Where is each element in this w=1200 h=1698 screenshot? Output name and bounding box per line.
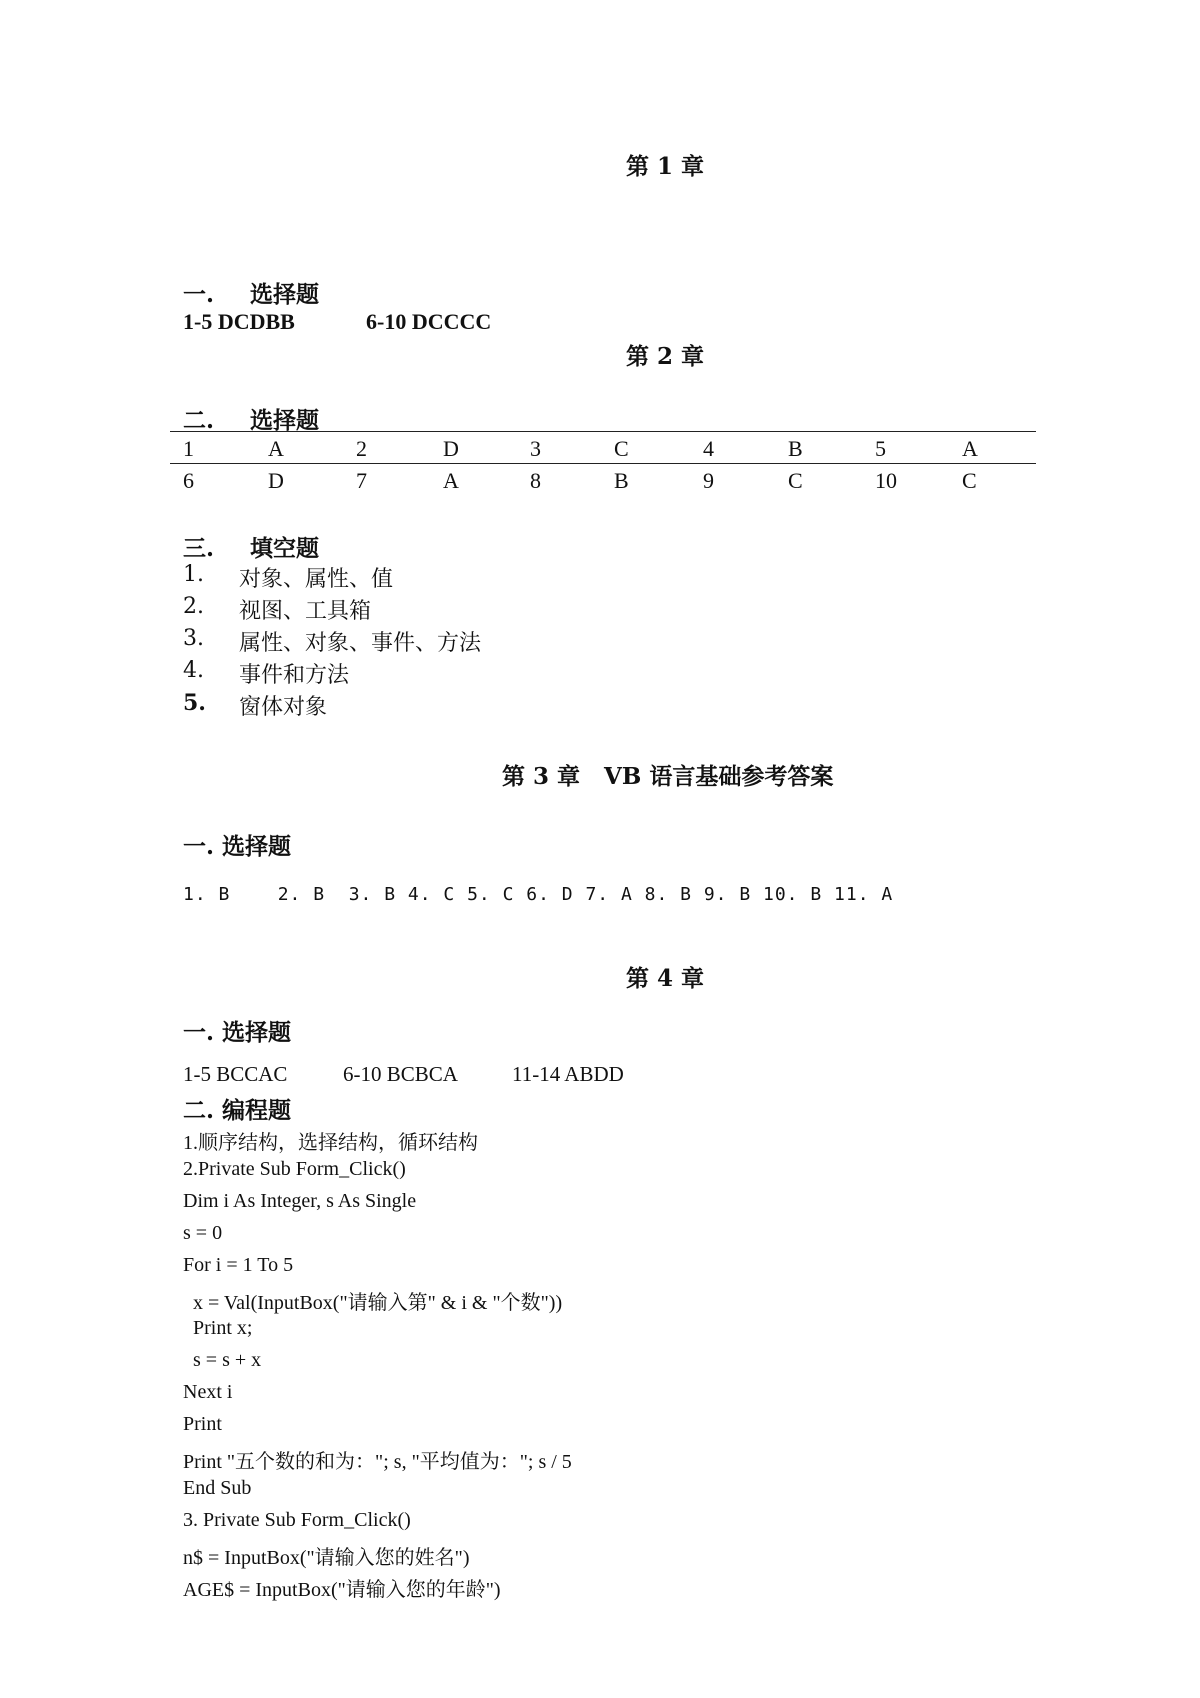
table-cell: 4 (703, 436, 714, 461)
table-cell: 2 (356, 436, 367, 461)
code-line: Dim i As Integer, s As Single (183, 1190, 417, 1212)
fill-item-4-text: 事件和方法 (239, 663, 350, 688)
ch4-answers-6-10: 6-10 BCBCA (343, 1062, 458, 1086)
ch1-answers-1-5: 1-5 DCDBB (183, 309, 295, 334)
code-line: Print "五个数的和为："; s, "平均值为："; s / 5 (183, 1451, 572, 1473)
ch4-answers-1-5: 1-5 BCCAC (183, 1062, 288, 1086)
code-line: Print (183, 1413, 222, 1435)
fill-item-4-number: 4. (183, 658, 204, 683)
ch2-section-2-title: 选择题 (250, 407, 319, 434)
code-line: s = 0 (183, 1222, 223, 1244)
table-cell: 1 (183, 436, 194, 461)
code-line: End Sub (183, 1477, 252, 1499)
code-line: For i = 1 To 5 (183, 1254, 294, 1276)
fill-item-3-number: 3. (183, 626, 204, 651)
table-cell: D (443, 436, 459, 461)
table-cell: B (614, 468, 629, 493)
ch3-answers: 1. B 2. B 3. B 4. C 5. C 6. D 7. A 8. B 9. B 10. B 11. A (183, 884, 894, 905)
ch1-section-title: 选择题 (250, 281, 319, 308)
table-cell: A (268, 436, 284, 461)
table-cell: 7 (356, 468, 367, 493)
code-line: Print x; (183, 1317, 253, 1339)
table-cell: 6 (183, 468, 194, 493)
chapter-2-title: 第 2 章 (626, 343, 705, 370)
code-line: x = Val(InputBox("请输入第" & i & "个数")) (183, 1292, 563, 1314)
fill-item-3-text: 属性、对象、事件、方法 (239, 631, 482, 656)
table-cell: 10 (875, 468, 897, 493)
table-middle-rule (170, 463, 1036, 464)
table-cell: 8 (530, 468, 541, 493)
code-line: 3. Private Sub Form_Click() (183, 1509, 411, 1531)
code-line: 1.顺序结构，选择结构，循环结构 (183, 1132, 478, 1154)
table-top-rule (170, 431, 1036, 432)
fill-item-2-text: 视图、工具箱 (239, 599, 372, 624)
code-line: 2.Private Sub Form_Click() (183, 1158, 406, 1180)
ch1-answers-6-10: 6-10 DCCCC (366, 309, 492, 334)
fill-item-2-number: 2. (183, 594, 204, 619)
table-cell: 3 (530, 436, 541, 461)
table-cell: C (788, 468, 803, 493)
table-cell: C (614, 436, 629, 461)
code-line: n$ = InputBox("请输入您的姓名") (183, 1547, 470, 1569)
table-cell: D (268, 468, 284, 493)
table-cell: A (443, 468, 459, 493)
ch4-answers-11-14: 11-14 ABDD (512, 1062, 624, 1086)
table-cell: 9 (703, 468, 714, 493)
ch4-section-2-title: 二. 编程题 (183, 1097, 292, 1124)
code-line: s = s + x (183, 1349, 262, 1371)
table-cell: 5 (875, 436, 886, 461)
fill-item-5-number: 5. (183, 690, 206, 716)
ch4-section-1-title: 一. 选择题 (183, 1019, 292, 1046)
table-cell: B (788, 436, 803, 461)
ch2-section-3-number: 三. (183, 535, 215, 562)
chapter-1-title: 第 1 章 (626, 153, 705, 180)
code-line: AGE$ = InputBox("请输入您的年龄") (183, 1579, 501, 1601)
chapter-4-title: 第 4 章 (626, 965, 705, 992)
table-cell: C (962, 468, 977, 493)
table-cell: A (962, 436, 978, 461)
chapter-3-title: 第 3 章 VB 语言基础参考答案 (502, 763, 834, 790)
code-line: Next i (183, 1381, 233, 1403)
fill-item-5-text: 窗体对象 (239, 695, 328, 720)
fill-item-1-text: 对象、属性、值 (239, 567, 394, 592)
ch3-section-title: 一. 选择题 (183, 833, 292, 860)
ch2-section-2-number: 二. (183, 407, 215, 434)
fill-item-1-number: 1. (183, 562, 204, 587)
ch2-section-3-title: 填空题 (250, 535, 319, 562)
ch1-section-number: 一. (183, 281, 215, 308)
